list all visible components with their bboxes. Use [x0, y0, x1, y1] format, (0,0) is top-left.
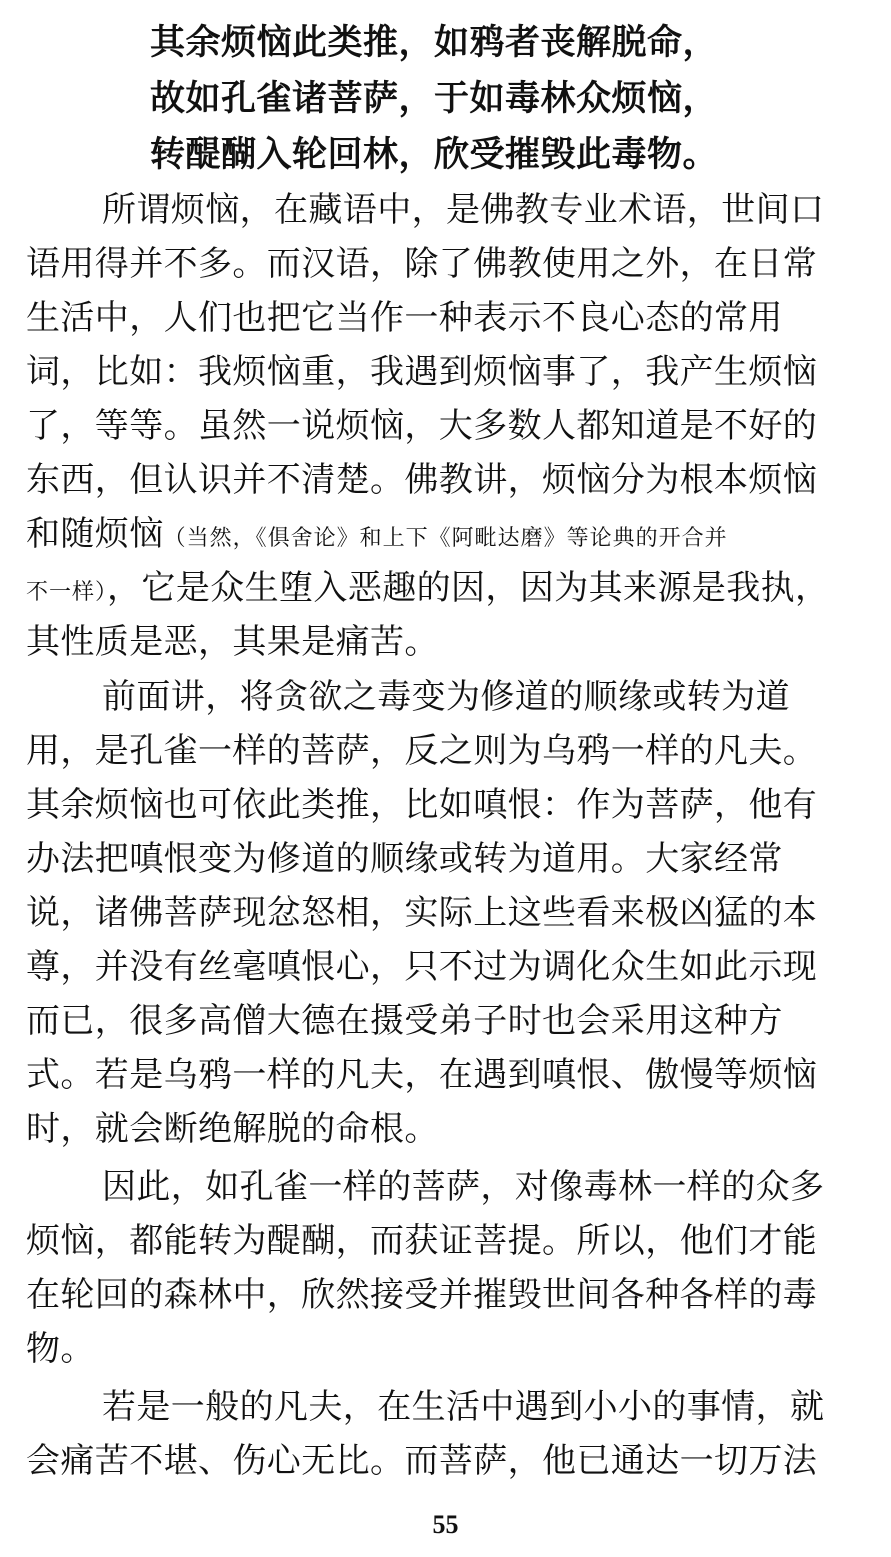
text-line: 物。	[26, 1329, 95, 1369]
text-line: 在轮回的森林中，欣然接受并摧毁世间各种各样的毒	[26, 1275, 818, 1315]
text-line: 前面讲，将贪欲之毒变为修道的顺缘或转为道	[102, 677, 790, 717]
text-line: 尊，并没有丝毫嗔恨心，只不过为调化众生如此示现	[26, 947, 818, 987]
text-line: 而已，很多高僧大德在摄受弟子时也会采用这种方	[26, 1001, 783, 1041]
text-line: 式。若是乌鸦一样的凡夫，在遇到嗔恨、傲慢等烦恼	[26, 1055, 818, 1095]
text-line: 了，等等。虽然一说烦恼，大多数人都知道是不好的	[26, 406, 818, 446]
text-main: ，它是众生堕入恶趣的因，因为其来源是我执，	[107, 568, 830, 608]
text-line: 语用得并不多。而汉语，除了佛教使用之外，在日常	[26, 244, 818, 284]
paragraph-4	[26, 1380, 871, 1488]
paragraph-1	[26, 183, 871, 669]
verse-line: 故如孔雀诸菩萨，于如毒林众烦恼，	[150, 79, 719, 119]
text-line: 会痛苦不堪、伤心无比。而菩萨，他已通达一切万法	[26, 1441, 818, 1481]
text-line: 说，诸佛菩萨现忿怒相，实际上这些看来极凶猛的本	[26, 893, 818, 933]
text-line: 办法把嗔恨变为修道的顺缘或转为道用。大家经常	[26, 839, 783, 879]
paragraph-3	[26, 1160, 871, 1376]
text-line: 东西，但认识并不清楚。佛教讲，烦恼分为根本烦恼	[26, 460, 818, 500]
text-line: 若是一般的凡夫，在生活中遇到小小的事情，就	[102, 1387, 825, 1427]
text-line: 其余烦恼也可依此类推，比如嗔恨：作为菩萨，他有	[26, 785, 818, 825]
text-line	[26, 507, 871, 561]
text-line: 所谓烦恼，在藏语中，是佛教专业术语，世间口	[102, 190, 825, 230]
annotation-note: 不一样）	[26, 580, 108, 605]
text-line: 时，就会断绝解脱的命根。	[26, 1109, 439, 1149]
annotation-note: （当然，《俱舍论》和上下《阿毗达磨》等论典的开合并	[163, 526, 728, 551]
verse-block	[150, 16, 850, 184]
text-line: 词，比如：我烦恼重，我遇到烦恼事了，我产生烦恼	[26, 352, 818, 392]
text-line: 因此，如孔雀一样的菩萨，对像毒林一样的众多	[102, 1167, 825, 1207]
text-line: 生活中，人们也把它当作一种表示不良心态的常用	[26, 298, 783, 338]
page-number: 55	[432, 1510, 459, 1539]
paragraph-2	[26, 670, 871, 1156]
text-line: 其性质是恶，其果是痛苦。	[26, 622, 439, 662]
verse-line: 其余烦恼此类推，如鸦者丧解脱命，	[150, 23, 719, 63]
text-line: 用，是孔雀一样的菩萨，反之则为乌鸦一样的凡夫。	[26, 731, 818, 771]
text-line	[26, 561, 871, 615]
text-main: 和随烦恼	[26, 514, 164, 554]
text-line: 烦恼，都能转为醍醐，而获证菩提。所以，他们才能	[26, 1221, 818, 1261]
verse-line: 转醍醐入轮回林，欣受摧毁此毒物。	[150, 135, 719, 175]
